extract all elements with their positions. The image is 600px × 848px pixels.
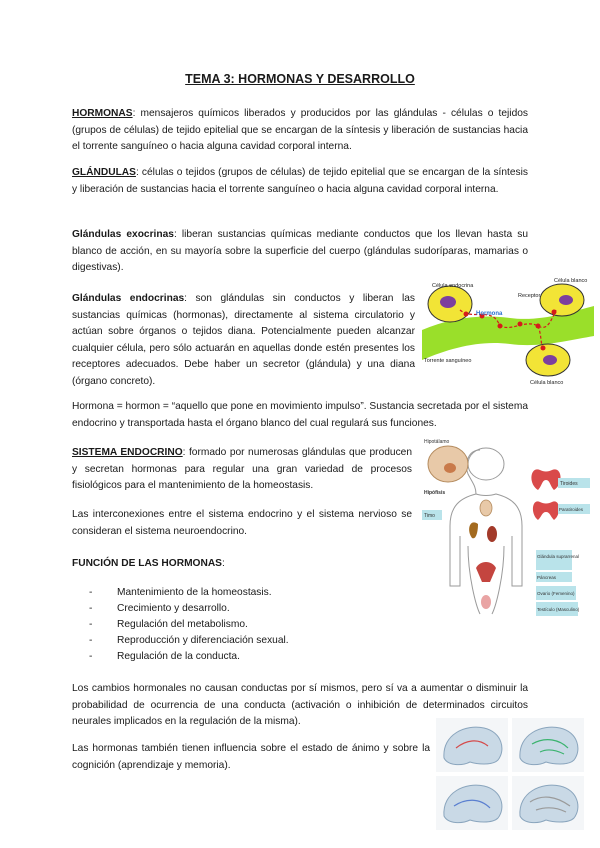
sistema-paragraph bbox=[72, 445, 412, 495]
label-ovario: Ovario (Femenino) bbox=[537, 591, 575, 596]
label-pancreas: Páncreas bbox=[537, 575, 557, 580]
hormone-dot bbox=[541, 346, 546, 351]
glandulas-paragraph bbox=[72, 165, 528, 198]
target-cell-bottom-nucleus bbox=[543, 355, 557, 365]
hormone-dot bbox=[518, 322, 523, 327]
label-receptor: Receptor bbox=[518, 293, 541, 299]
label-timo: Timo bbox=[424, 513, 435, 519]
label-box-suprarrenal bbox=[536, 550, 572, 570]
endocrine-signaling-diagram bbox=[420, 278, 596, 388]
label-paratiroides: Paratiroides bbox=[559, 507, 584, 512]
hormone-dot bbox=[536, 324, 541, 329]
hormonas-text: : mensajeros químicos liberados y producidos por las glándulas - células o tejidos (grupos de células) de tejido epitelial que se encargan de la síntesis y liberación de sustancias hacia el torrente sanguíneo o hacia alguna cavidad corporal interna. bbox=[72, 108, 528, 152]
exocrinas-paragraph bbox=[72, 227, 528, 277]
label-testiculo: Testículo (Masculino) bbox=[537, 607, 580, 612]
parathyroid-shape bbox=[533, 501, 559, 520]
label-hipotalamo: Hipotálamo bbox=[424, 439, 450, 445]
page-title: TEMA 3: HORMONAS Y DESARROLLO bbox=[185, 72, 415, 86]
hormona-definition: Hormona = hormon = “aquello que pone en movimiento impulso”. Sustancia secretada por el sistema endocrino y transportada hasta el órgano blanco del cual regulará sus funciones. bbox=[72, 401, 528, 429]
funcion-heading-text: FUNCIÓN DE LAS HORMONAS bbox=[72, 558, 222, 569]
endocrinas-paragraph bbox=[72, 291, 415, 390]
interconexiones-paragraph: Las interconexiones entre el sistema endocrino y el sistema nervioso se consideran el sistema neuroendocrino. bbox=[72, 509, 412, 537]
hormone-dot bbox=[464, 312, 469, 317]
funcion-heading bbox=[72, 556, 372, 573]
label-hormona: Hormona bbox=[476, 311, 503, 317]
list-item: - Crecimiento y desarrollo. bbox=[89, 601, 409, 617]
hormonas-term: HORMONAS bbox=[72, 108, 133, 119]
sistema-term: SISTEMA ENDOCRINO bbox=[72, 447, 183, 458]
testicle-shape bbox=[481, 595, 491, 609]
brain-circuits-diagram bbox=[436, 718, 586, 830]
label-suprarrenal: Glándula suprarrenal bbox=[537, 554, 580, 559]
funcion-list bbox=[89, 585, 409, 665]
target-cell-top-nucleus bbox=[559, 295, 573, 305]
hormonas-paragraph bbox=[72, 106, 528, 156]
sistema-text: : formado por numerosas glándulas que producen y secretan hormonas para regular una gran variedad de procesos fisiológicos para el mantenimiento de la homeostasis. bbox=[72, 447, 412, 491]
glandulas-term: GLÁNDULAS bbox=[72, 167, 136, 178]
list-item: - Regulación del metabolismo. bbox=[89, 617, 409, 633]
glandulas-text: : células o tejidos (grupos de células) de tejido epitelial que se encargan de la síntesis y liberación de sustancias hacia el torrente sanguíneo o hacia alguna cavidad corporal interna. bbox=[72, 167, 528, 195]
thymus-shape bbox=[480, 500, 492, 516]
hypothalamus-shape bbox=[444, 463, 456, 473]
hormone-dot bbox=[552, 310, 557, 315]
head-outline bbox=[468, 448, 504, 480]
list-item: - Reproducción y diferenciación sexual. bbox=[89, 633, 409, 649]
animo-paragraph: Las hormonas también tienen influencia sobre el estado de ánimo y sobre la cognición (aprendizaje y memoria). bbox=[72, 743, 430, 771]
label-celula-endocrina: Célula endocrina bbox=[432, 283, 474, 289]
exocrinas-term: Glándulas exocrinas bbox=[72, 229, 174, 240]
label-hipofisis: Hipófisis bbox=[424, 490, 446, 496]
endocrinas-term: Glándulas endocrinas bbox=[72, 293, 185, 304]
endocrine-cell-nucleus bbox=[440, 296, 456, 308]
list-item: - Regulación de la conducta. bbox=[89, 649, 409, 665]
ovary-shape bbox=[476, 562, 496, 582]
funcion-heading-colon: : bbox=[221, 558, 225, 569]
cambios-paragraph: Los cambios hormonales no causan conductas por sí mismos, pero sí va a aumentar o disminuir la probabilidad de ocurrencia de una conducta (activación o inhibición de determinados circuitos neurales implicados en la regulación de la misma). bbox=[72, 683, 528, 727]
pancreas-shape bbox=[469, 522, 478, 538]
list-item: - Mantenimiento de la homeostasis. bbox=[89, 585, 409, 601]
endocrinas-text: : son glándulas sin conductos y liberan las sustancias químicas (hormonas), directamente al sistema circulatorio y actúan sobre órganos o tejidos diana. Potencialmente pueden alcanzar cualquier célula, pero sólo actuarán en aquellas donde estén presentes los receptores adecuados. Debe haber un secretor (glándula) y una diana (órgano concreto). bbox=[72, 293, 415, 387]
thyroid-shape bbox=[531, 469, 560, 490]
exocrinas-text: : liberan sustancias químicas mediante conductos que los llevan hasta su blanco de acción, en su mayoría sobre la superficie del cuerpo (glándulas sudoríparas, mamarias o digestivas). bbox=[72, 229, 528, 273]
adrenal-shape bbox=[487, 526, 497, 542]
hormone-dot bbox=[498, 324, 503, 329]
label-tiroides: Tiroides bbox=[560, 481, 578, 487]
label-celula-blanco-bottom: Célula blanco bbox=[530, 380, 564, 386]
label-torrente: Torrente sanguíneo bbox=[424, 358, 472, 364]
endocrine-system-diagram bbox=[420, 436, 592, 616]
label-celula-blanco-top: Célula blanco bbox=[554, 278, 588, 284]
